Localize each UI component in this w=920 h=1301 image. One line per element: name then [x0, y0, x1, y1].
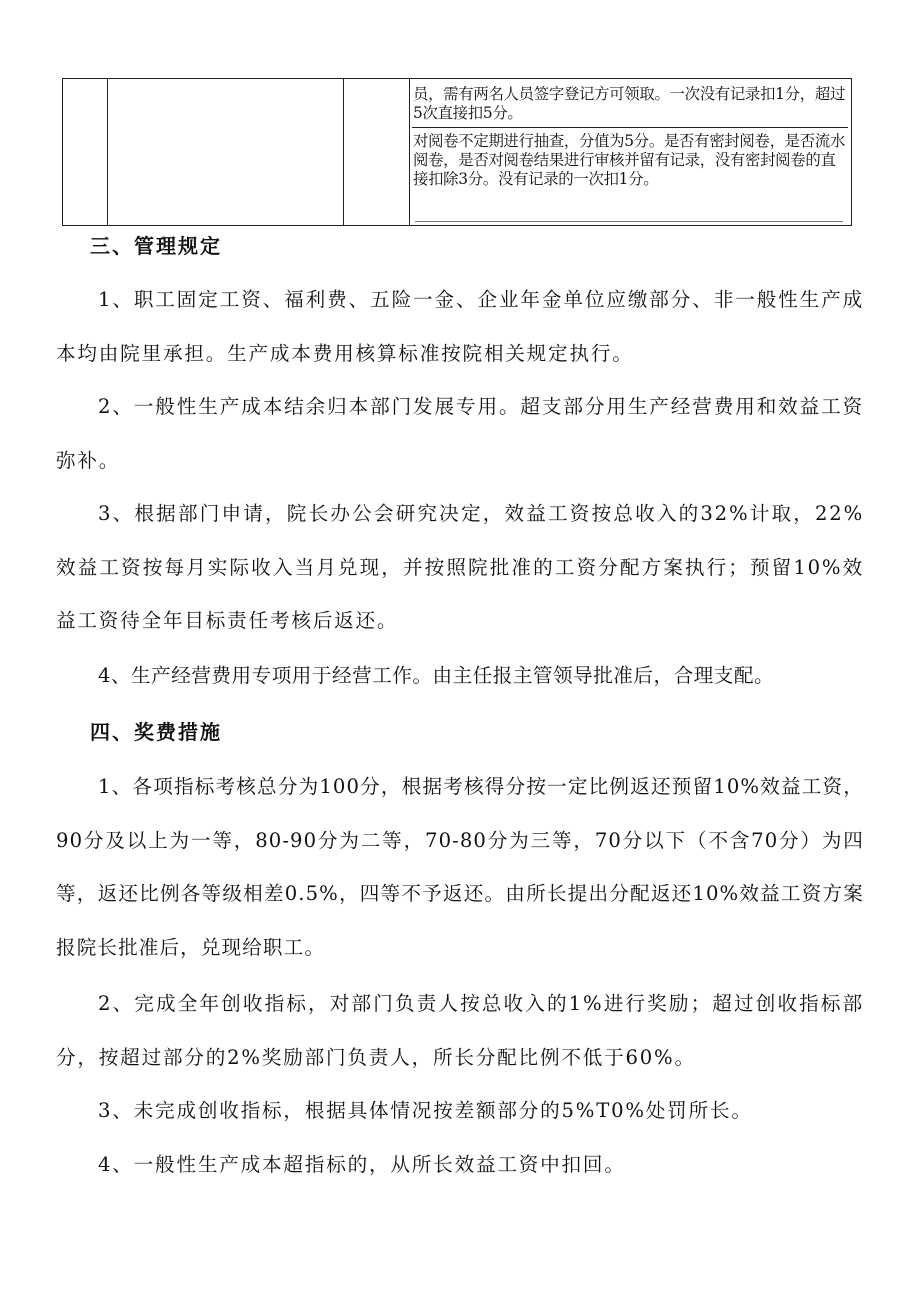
table-row-divider: [412, 127, 848, 128]
score-table: [62, 78, 852, 226]
table-cell-criteria-1: 员，需有两名人员签字登记方可领取。一次没有记录扣1分，超过5次直接扣5分。: [413, 85, 846, 122]
table-column-divider: [107, 79, 108, 225]
paragraph: 1、各项指标考核总分为100分，根据考核得分按一定比例返还预留10%效益工资，90分及以上为一等，80-90分为二等，70-80分为三等，70分以下（不含70分）为四等，返还比例各等级相差0.5%，四等不予返还。由所长提出分配返还10%效益工资方案报院长批准后，兑现给职工。: [56, 775, 864, 959]
section-heading-reward-measures: 四、奖费措施: [90, 720, 222, 744]
table-cell-criteria-2: 对阅卷不定期进行抽查，分值为5分。是否有密封阅卷，是否流水阅卷，是否对阅卷结果进行审核并留有记录，没有密封阅卷的直接扣除3分。没有记录的一次扣1分。: [413, 132, 846, 188]
table-column-divider: [343, 79, 344, 225]
table-inner-underline: [415, 221, 843, 222]
paragraph: 1、职工固定工资、福利费、五险一金、企业年金单位应缴部分、非一般性生产成本均由院里承担。生产成本费用核算标准按院相关规定执行。: [56, 288, 864, 365]
section-heading-management-rules: 三、管理规定: [90, 234, 222, 258]
paragraph: 4、生产经营费用专项用于经营工作。由主任报主管领导批准后，合理支配。: [98, 664, 775, 687]
paragraph: 3、未完成创收指标，根据具体情况按差额部分的5%T0%处罚所长。: [98, 1099, 753, 1122]
paragraph: 4、一般性生产成本超指标的，从所长效益工资中扣回。: [98, 1153, 626, 1176]
paragraph: 3、根据部门申请，院长办公会研究决定，效益工资按总收入的32%计取，22%效益工资按每月实际收入当月兑现，并按照院批准的工资分配方案执行；预留10%效益工资待全年目标责任考核后返还。: [56, 502, 864, 632]
table-column-divider: [409, 79, 410, 225]
paragraph: 2、一般性生产成本结余归本部门发展专用。超支部分用生产经营费用和效益工资弥补。: [56, 395, 864, 472]
paragraph: 2、完成全年创收指标，对部门负责人按总收入的1%进行奖励；超过创收指标部分，按超过部分的2%奖励部门负责人，所长分配比例不低于60%。: [56, 992, 864, 1069]
